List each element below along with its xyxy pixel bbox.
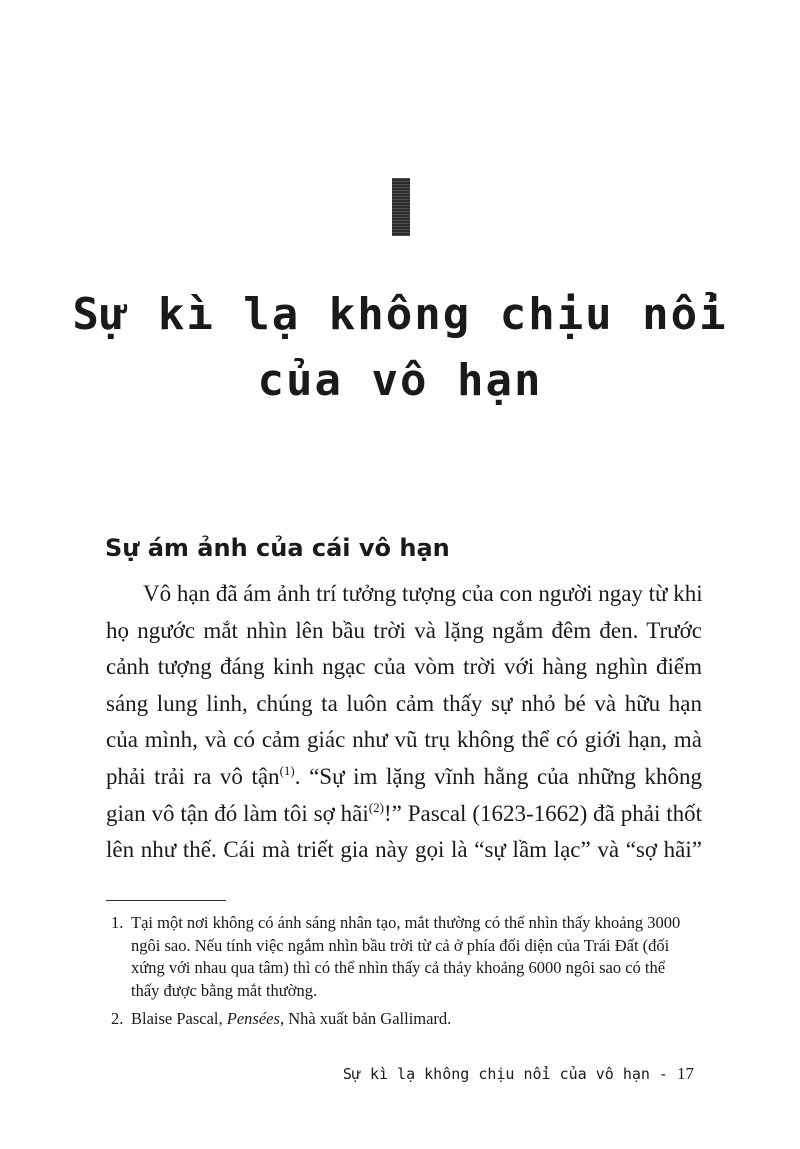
footnote-line: thấy được bằng mắt thường. [131, 980, 318, 1000]
body-line: sáng lung linh, chúng ta luôn cảm thấy sự nhỏ bé và hữu hạn [106, 690, 702, 716]
footnote-author: Blaise Pascal, [131, 1009, 227, 1029]
footnote-work-title: Pensées [226, 1009, 280, 1029]
body-line: lên như thế. Cái mà triết gia này gọi là “sự lầm lạc” và “sợ hãi” [106, 837, 702, 863]
chapter-title-line-1: Sự kì lạ không chịu nổi [72, 289, 728, 340]
body-text-fragment: . “Sự im lặng vĩnh hằng của những không [294, 763, 702, 789]
footnote-separator [106, 900, 226, 901]
body-text-fragment: gian vô tận đó làm tôi sợ hãi [106, 800, 369, 826]
running-footer [343, 1064, 694, 1084]
body-line: cảnh tượng đáng kinh ngạc của vòm trời với hàng nghìn điểm [106, 654, 702, 680]
body-line: họ ngước mắt nhìn lên bầu trời và lặng ngắm đêm đen. Trước [106, 617, 702, 643]
body-line: của mình, và có cảm giác như vũ trụ không thể có giới hạn, mà [106, 727, 702, 753]
footnote-publisher: , Nhà xuất bản Gallimard. [279, 1009, 452, 1029]
body-paragraph [106, 576, 702, 869]
running-title: Sự kì lạ không chịu nổi của vô hạn [342, 1065, 650, 1083]
body-line: Vô hạn đã ám ảnh trí tưởng tượng của con người ngay từ khi [143, 581, 703, 606]
footnote-number: 1. [111, 913, 124, 932]
footnote-line: Tại một nơi không có ánh sáng nhân tạo, mắt thường có thể nhìn thấy khoảng 3000 [131, 913, 681, 932]
footnote-line [131, 1008, 706, 1031]
footnote-2 [106, 1008, 706, 1031]
body-text-fragment: phải trải ra vô tận [106, 763, 280, 789]
chapter-number-mark [392, 178, 410, 236]
footnote-ref-1: (1) [279, 762, 295, 778]
footnote-number: 2. [111, 1009, 124, 1029]
chapter-title-line-2: của vô hạn [257, 355, 543, 406]
body-line [106, 759, 702, 796]
footnote-1 [106, 912, 706, 1002]
footnotes [106, 912, 706, 1037]
section-heading: Sự ám ảnh của cái vô hạn [105, 534, 450, 562]
footnote-ref-2: (2) [368, 799, 384, 815]
body-text-fragment: !” Pascal (1623-1662) đã phải thốt [383, 800, 702, 826]
body-line [106, 796, 702, 833]
footnote-line: xứng với nhau qua tâm) thì có thể nhìn thấy cả thảy khoảng 6000 ngôi sao có thể [131, 958, 666, 978]
chapter-title [0, 282, 800, 414]
footnote-line: ngôi sao. Nếu tính việc ngắm nhìn bầu trời từ cả ở phía đối diện của Trái Đất (đối [131, 935, 670, 955]
page-number: 17 [677, 1064, 694, 1083]
footer-separator: - [649, 1065, 677, 1083]
